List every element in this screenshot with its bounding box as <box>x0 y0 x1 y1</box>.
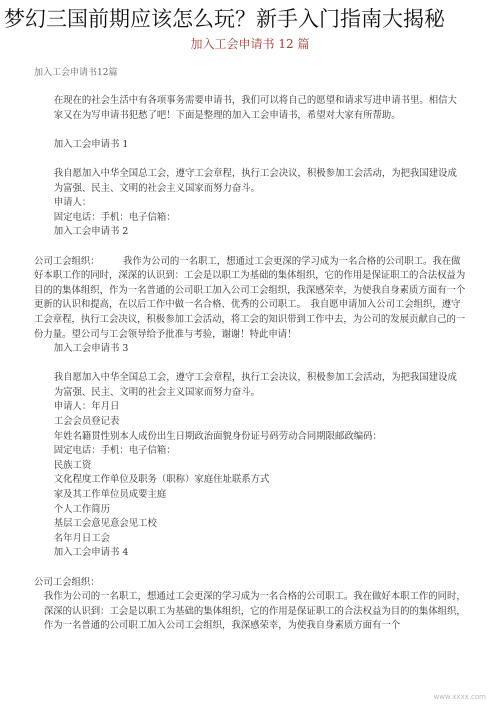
paragraph: 加入工会申请书 4 <box>53 547 129 559</box>
paragraph: 我作为公司的一名职工，想通过工会更深的学习成为一名合格的公司职工。我在做好本职工作的同时，深深的认识到：工会是以职工为基础的集体组织，它的作用是保证职工的合法权益为目的的集体组织，作为一名普通的公司职工加入公司工会组织，我深感荣幸，为使我自身素质方面有一个 <box>43 591 466 632</box>
document-subtitle: 加入工会申请书12篇 <box>34 68 118 78</box>
paragraph-gap <box>34 240 466 255</box>
paragraph: 名年月日工会 <box>53 532 110 544</box>
paragraph: 我自愿加入中华全国总工会，遵守工会章程，执行工会决议，积极参加工会活动，为把我国建设成为富强、民主、文明的社会主义国家而努力奋斗。 <box>53 372 457 398</box>
paragraph: 申请人：年月日 <box>53 401 120 413</box>
paragraph: 文化程度工作单位及职务（职称）家庭住址联系方式 <box>53 474 270 486</box>
paragraph: 家及其工作单位员成要主庭 <box>53 489 167 501</box>
paragraph: 固定电话：手机：电子信箱： <box>53 445 176 457</box>
paragraph: 民族工资 <box>53 459 92 471</box>
paragraph-gap <box>34 357 466 372</box>
paragraph: 公司工会组织： 我作为公司的一名职工，想通过工会更深的学习成为一名合格的公司职工。我在做好本职工作的同时，深深的认识到：工会是以职工为基础的集体组织，它的作用是保证职工的合法权益为目的的集体组织，作为一名普通的公司职工加入公司工会组织，我深感荣幸，为使我自身素质方面有一个更新的认识和提高，在以后工作中做一名合格、优秀的公司职工。 我自愿申请加入公司工会组织，遵守工会章程，执行工会决议，积极参加工会活动，将工会的知识带到工作中去，为公司的发展贡献自己的一份力量。望公司与工会领导给予批准与考验，谢谢！特此申请！ <box>34 255 466 340</box>
paragraph: 在现在的社会生活中有各项事务需要申请书，我们可以将自己的愿望和请求写进申请书里。相信大家又在为写申请书犯愁了吧！下面是整理的加入工会申请书，希望对大家有所帮助。 <box>53 95 457 121</box>
page-headline: 梦幻三国前期应该怎么玩？新手入门指南大揭秘 <box>4 7 445 31</box>
paragraph: 公司工会组织： <box>34 576 100 588</box>
paragraph: 加入工会申请书 2 <box>53 226 129 238</box>
paragraph: 年姓名籍贯性别本人成份出生日期政治面貌身份证号码劳动合同期限邮政编码： <box>53 430 382 442</box>
document-title: 加入工会申请书 12 篇 <box>190 37 310 51</box>
watermark: www.xxxx.com <box>433 693 486 701</box>
paragraph: 基层工会意见意会见工校 <box>53 518 157 530</box>
paragraph: 加入工会申请书 1 <box>53 138 129 150</box>
paragraph: 申请人： <box>53 197 92 209</box>
paragraph-gap <box>34 123 466 138</box>
paragraph: 加入工会申请书 3 <box>53 343 129 355</box>
paragraph-gap <box>34 561 466 576</box>
paragraph: 固定电话：手机：电子信箱： <box>53 211 176 223</box>
document-body <box>34 94 466 634</box>
paragraph: 个人工作简历 <box>53 503 110 515</box>
paragraph-gap <box>34 152 466 167</box>
paragraph: 我自愿加入中华全国总工会，遵守工会章程，执行工会决议，积极参加工会活动，为把我国建设成为富强、民主、文明的社会主义国家而努力奋斗。 <box>53 167 457 194</box>
paragraph: 工会会员登记表 <box>53 416 120 428</box>
